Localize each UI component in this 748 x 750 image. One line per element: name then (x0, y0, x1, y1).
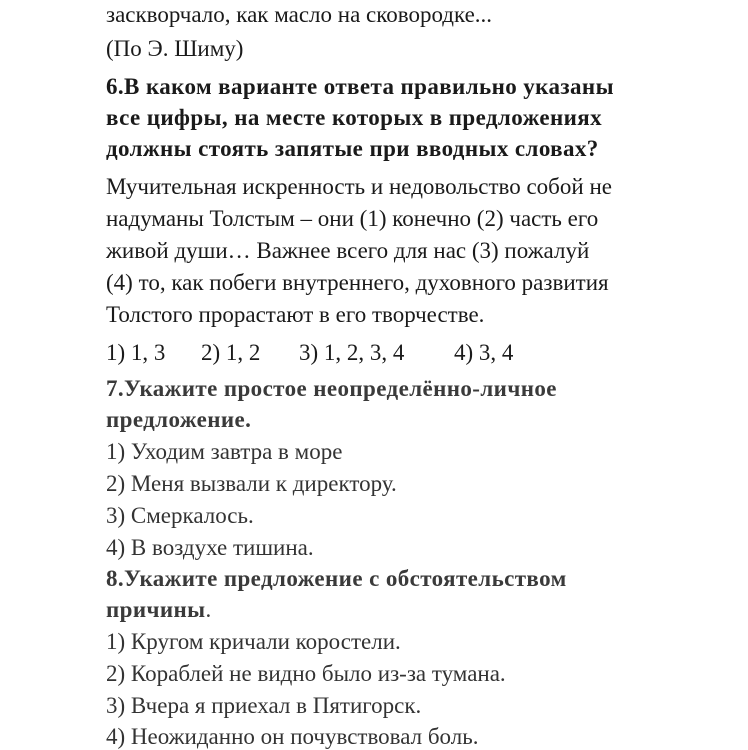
q7-option-4: 4) В воздухе тишина. (106, 535, 314, 560)
q6-text-line4: (4) то, как побеги внутреннего, духовного развития (106, 270, 609, 295)
q7-option-3: 3) Смеркалось. (106, 503, 254, 528)
q6-answer-1: 1) 1, 3 (106, 340, 166, 365)
q7-title-line1: 7.Укажите простое неопределённо-личное (106, 376, 557, 401)
q7-title-line2: предложение. (106, 407, 252, 432)
q6-answer-3: 3) 1, 2, 3, 4 (299, 340, 405, 365)
q7-option-1: 1) Уходим завтра в море (106, 439, 343, 464)
q8-option-4: 4) Неожиданно он почувствовал боль. (106, 724, 479, 749)
q8-option-2: 2) Кораблей не видно было из-за тумана. (106, 661, 506, 686)
q6-answer-2: 2) 1, 2 (201, 340, 261, 365)
q6-title-line3: должны стоять запятые при вводных словах? (106, 136, 599, 161)
q6-answer-4: 4) 3, 4 (454, 340, 514, 365)
q7-option-2: 2) Меня вызвали к директору. (106, 471, 397, 496)
q6-text-line1: Мучительная искренность и недовольство собой не (106, 174, 612, 199)
q6-text-line2: надуманы Толстым – они (1) конечно (2) часть его (106, 206, 599, 231)
q8-option-1: 1) Кругом кричали коростели. (106, 629, 401, 654)
q8-title-line2 (106, 595, 211, 625)
q6-title-line1: 6.В каком варианте ответа правильно указаны (106, 74, 614, 99)
q8-title-line1: 8.Укажите предложение с обстоятельством (106, 566, 567, 591)
q6-text-line5: Толстого прорастают в его творчестве. (106, 302, 485, 327)
q6-title-line2: все цифры, на месте которых в предложениях (106, 105, 602, 130)
prev-text-source: (По Э. Шиму) (106, 36, 244, 61)
prev-text-line: заскворчало, как масло на сковородке... (106, 2, 493, 27)
q8-title-word: причины (106, 597, 206, 622)
q8-title-period: . (205, 597, 212, 622)
q8-option-3: 3) Вчера я приехал в Пятигорск. (106, 693, 422, 718)
q6-text-line3: живой души… Важнее всего для нас (3) пожалуй (106, 238, 590, 263)
